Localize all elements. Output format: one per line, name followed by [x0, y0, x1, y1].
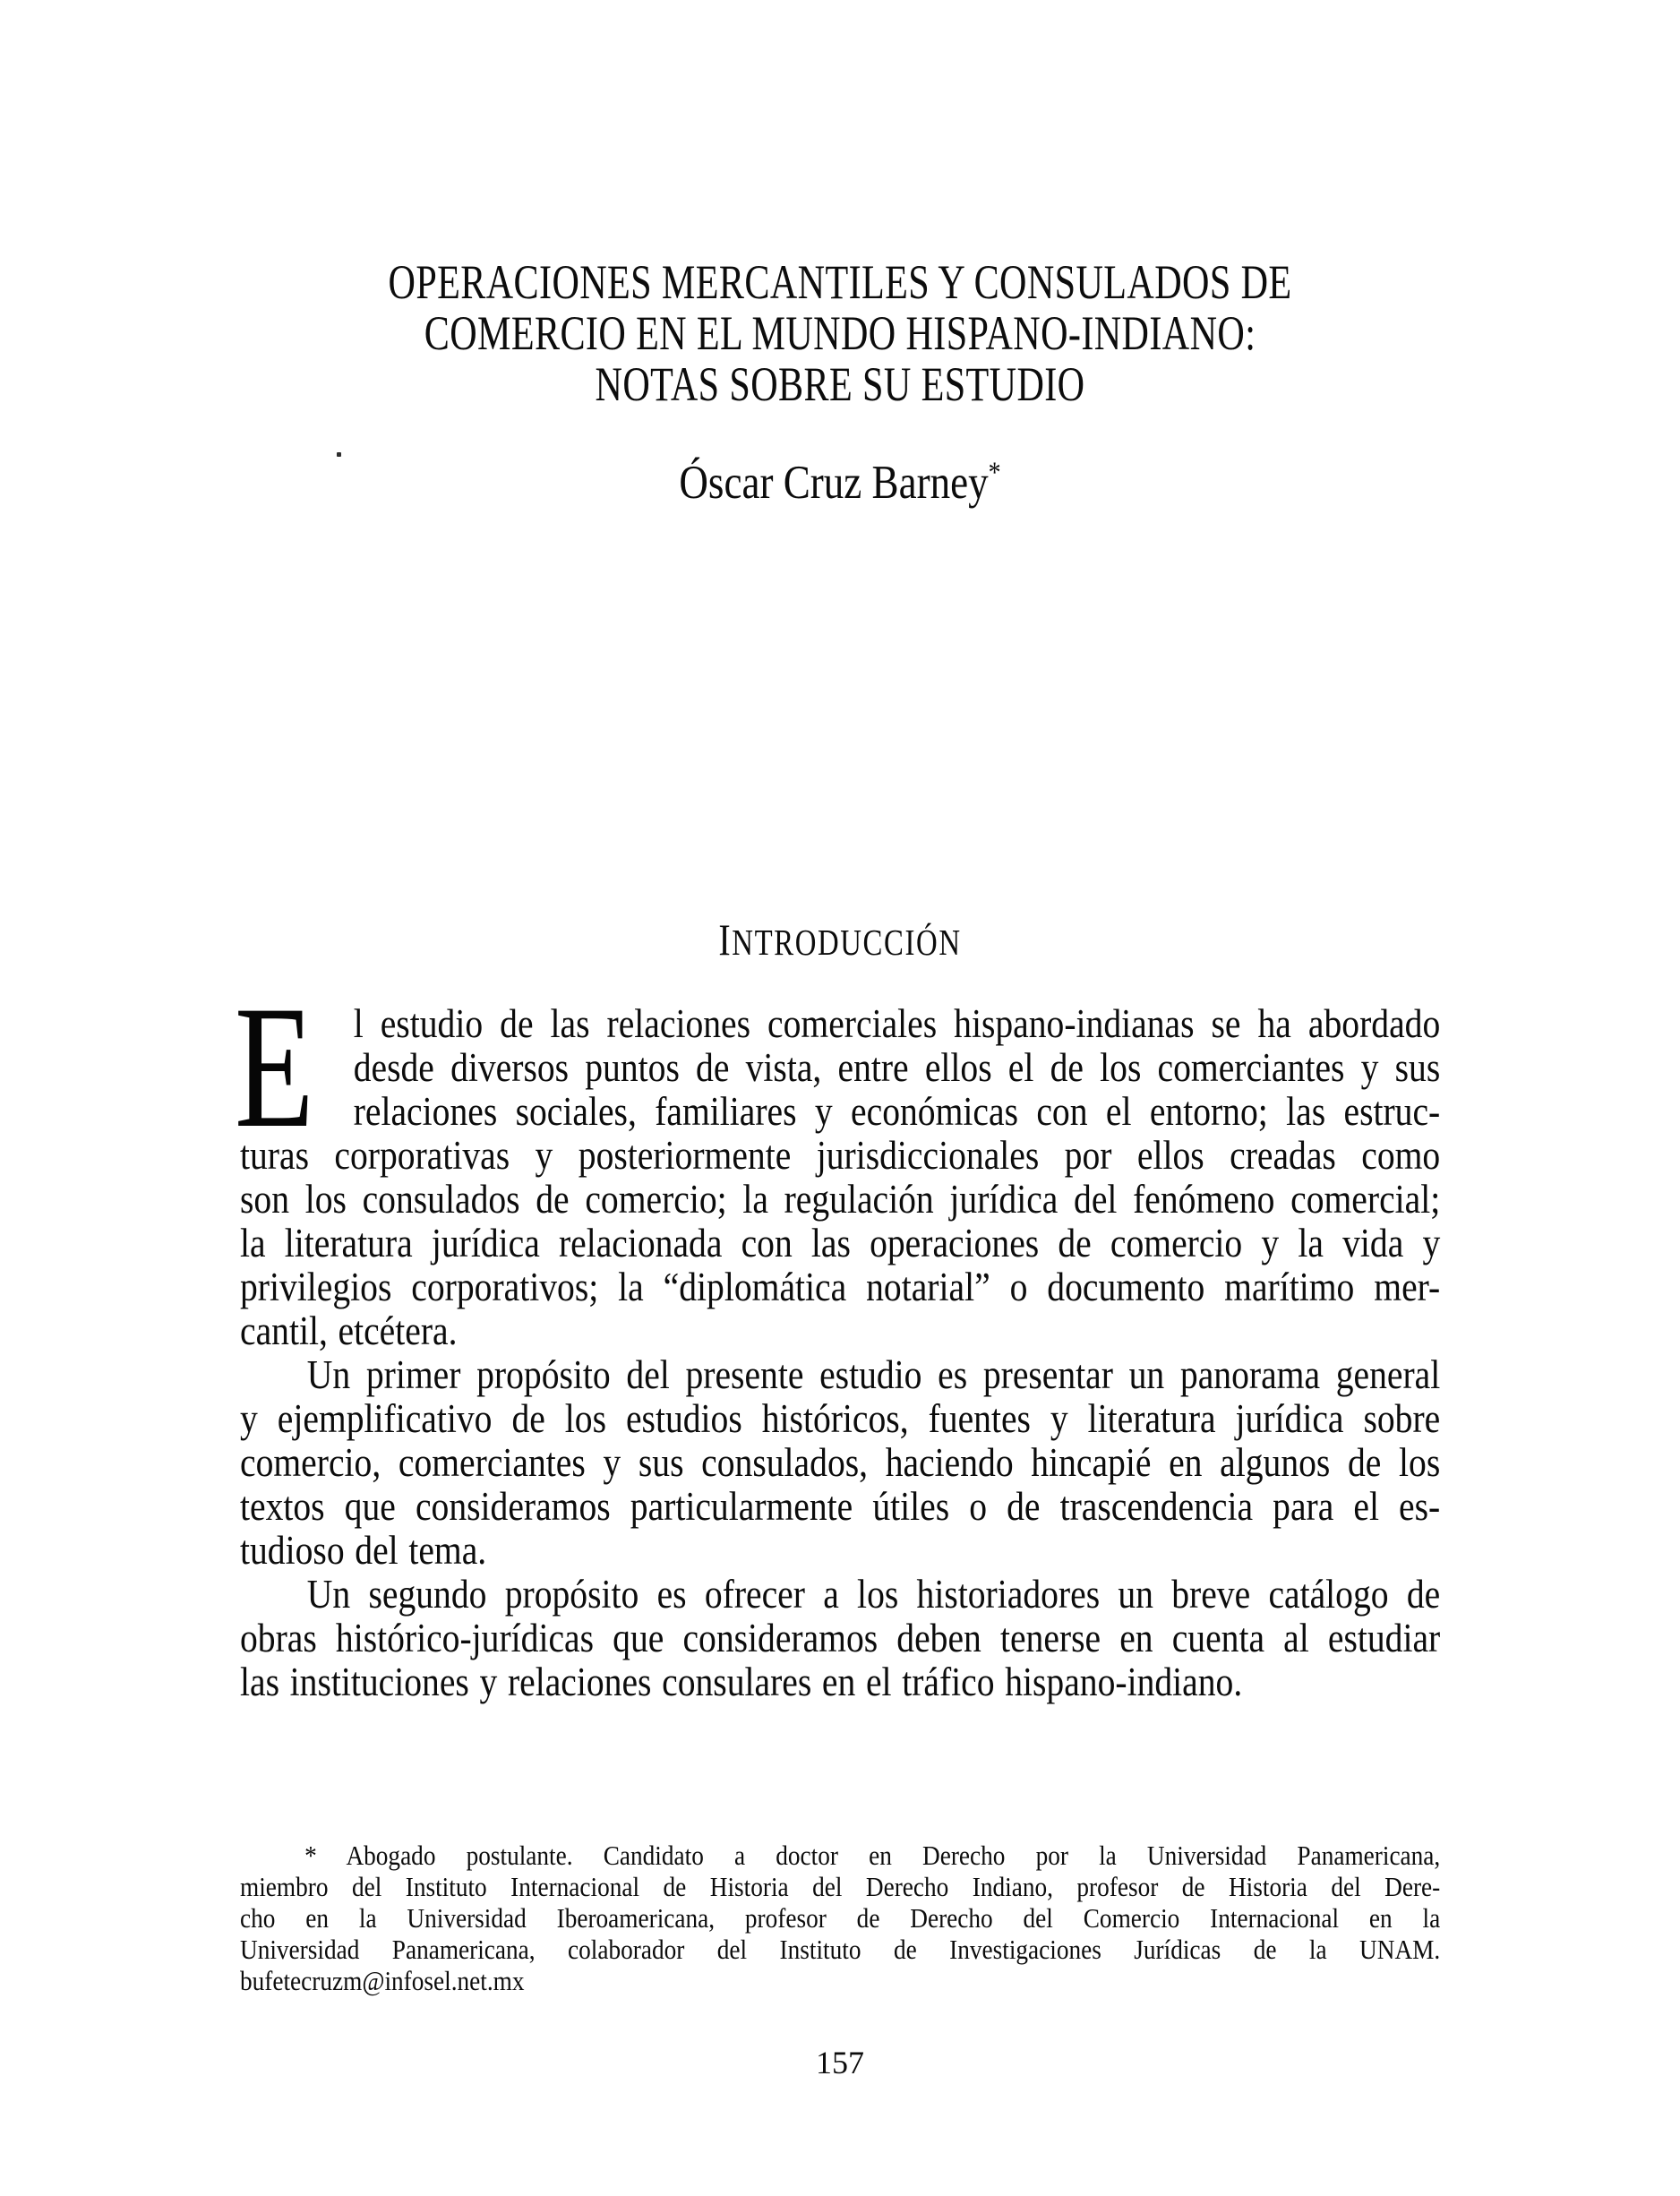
page-title-line-3: NOTAS SOBRE SU ESTUDIO [595, 357, 1085, 411]
body-line: son los consulados de comercio; la regulación jurídica del fenómeno comercial; [240, 1177, 1441, 1222]
body-line: las instituciones y relaciones consulares en el tráfico hispano-indiano. [240, 1660, 1243, 1704]
page-title-line-2: COMERCIO EN EL MUNDO HISPANO-INDIANO: [424, 306, 1256, 360]
section-heading-introduccion: INTRODUCCIÓN [718, 914, 962, 965]
body-line: y ejemplificativo de los estudios históricos, fuentes y literatura jurídica sobre [240, 1396, 1441, 1441]
footnote-line: cho en la Universidad Iberoamericana, profesor de Derecho del Comercio Internacional en la [240, 1902, 1441, 1934]
body-text [240, 1002, 1440, 1704]
footnote-line: * Abogado postulante. Candidato a doctor en Derecho por la Universidad Panamericana, [304, 1840, 1441, 1871]
page-title-line-1: OPERACIONES MERCANTILES Y CONSULADOS DE [388, 255, 1292, 309]
drop-cap-letter: E [235, 970, 314, 1164]
body-line: Un segundo propósito es ofrecer a los historiadores un breve catálogo de [306, 1572, 1441, 1617]
body-line: cantil, etcétera. [240, 1308, 458, 1353]
body-line: relaciones sociales, familiares y económicas con el entorno; las estruc- [353, 1089, 1441, 1134]
body-line: la literatura jurídica relacionada con las operaciones de comercio y la vida y [240, 1221, 1441, 1265]
body-line: comercio, comerciantes y sus consulados, haciendo hincapié en algunos de los [240, 1440, 1441, 1485]
body-line: l estudio de las relaciones comerciales hispano-indianas se ha abordado [353, 1001, 1441, 1046]
footnote-email: bufetecruzm@infosel.net.mx [240, 1965, 525, 1996]
footnote-line: Universidad Panamericana, colaborador del Instituto de Investigaciones Jurídicas de la UNAM. [240, 1934, 1441, 1965]
page-number: 157 [816, 2045, 864, 2080]
author-name: Óscar Cruz Barney [679, 457, 989, 510]
body-line: textos que consideramos particularmente útiles o de trascendencia para el es- [240, 1484, 1441, 1529]
body-line: turas corporativas y posteriormente jurisdiccionales por ellos creadas como [240, 1133, 1441, 1178]
body-line: obras histórico-jurídicas que consideramos deben tenerse en cuenta al estudiar [240, 1616, 1441, 1660]
body-line: privilegios corporativos; la “diplomática notarial” o documento marítimo mer- [240, 1265, 1441, 1309]
author-footnote-marker: * [988, 457, 1001, 489]
body-line: tudioso del tema. [240, 1528, 487, 1573]
body-line: Un primer propósito del presente estudio es presentar un panorama general [306, 1352, 1441, 1397]
footnote [240, 1840, 1440, 1996]
footnote-line: miembro del Instituto Internacional de Historia del Derecho Indiano, profesor de Historia del Dere- [240, 1871, 1441, 1902]
author-line [330, 448, 1350, 509]
body-line: desde diversos puntos de vista, entre ellos el de los comerciantes y sus [353, 1045, 1441, 1090]
page-title [372, 257, 1307, 410]
